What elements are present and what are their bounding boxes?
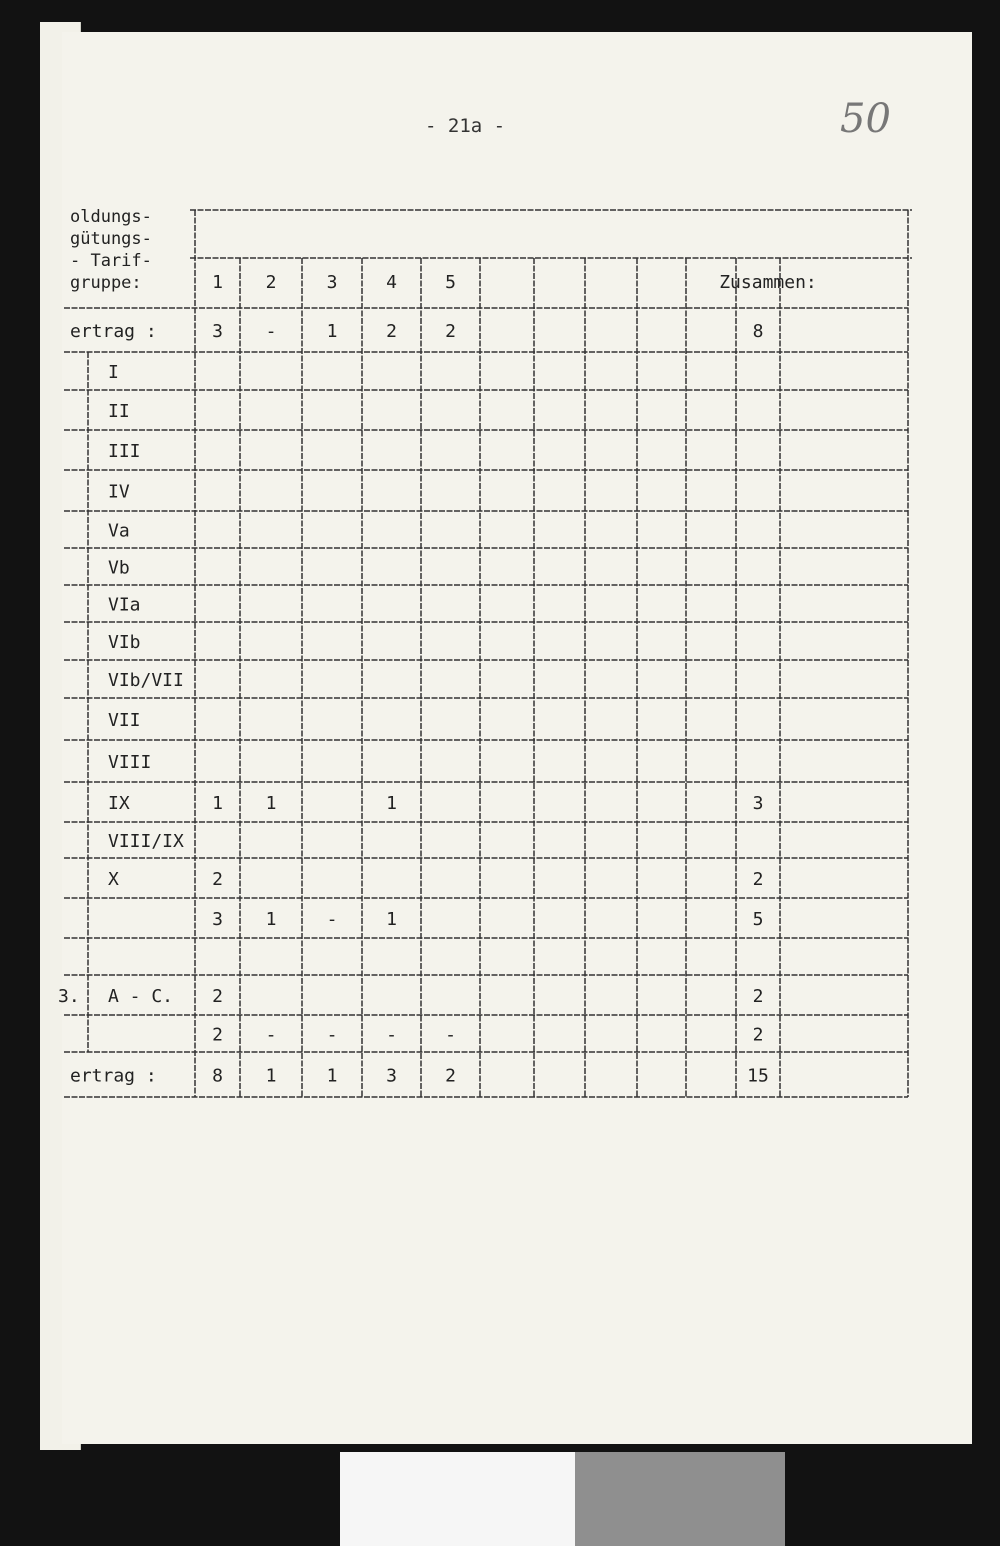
row-label: VIII/IX [108, 831, 184, 852]
row-label: A - C. [108, 986, 174, 1007]
table-cell: 2 [212, 869, 223, 890]
row-label: VIII [108, 752, 152, 773]
row-prefix: 3. [58, 986, 80, 1007]
table-cell: 2 [445, 1065, 456, 1087]
header-line: - Tarif- [70, 251, 152, 271]
table-cell: 1 [265, 793, 277, 814]
table-cell: 2 [752, 986, 764, 1007]
header-line: oldungs- [70, 207, 152, 227]
folio-mark: 50 [840, 96, 891, 142]
table-cell: 1 [265, 909, 277, 930]
table-cell: 2 [752, 869, 764, 890]
header-line: gruppe: [70, 273, 142, 293]
color-calibration-patch [340, 1452, 575, 1546]
column-header: 5 [445, 272, 456, 293]
row-label: VII [108, 710, 141, 731]
table-cell: 1 [326, 321, 338, 342]
row-label: II [108, 401, 130, 422]
table-cell: - [265, 1024, 277, 1046]
column-header: Zusammen: [719, 272, 817, 293]
table-cell: 3 [752, 793, 764, 814]
column-header: 3 [326, 272, 338, 293]
page-number: - 21a - [425, 115, 506, 137]
table-cell: 3 [212, 909, 223, 930]
table-cell: 8 [212, 1065, 223, 1087]
table-cell: - [326, 909, 338, 930]
table-cell: 15 [747, 1065, 769, 1087]
row-label: Vb [108, 557, 130, 579]
table-cell: 1 [326, 1065, 338, 1087]
table-cell: 3 [212, 321, 223, 342]
table-cell: 1 [212, 793, 223, 814]
row-label: III [108, 441, 141, 462]
column-header: 1 [212, 272, 223, 293]
row-label: ertrag : [70, 1065, 157, 1087]
row-label: X [108, 869, 119, 890]
row-label: IX [108, 793, 130, 814]
table-cell: 1 [386, 793, 397, 814]
row-label: IV [108, 481, 130, 503]
row-label: I [108, 362, 119, 383]
table-cell: 2 [212, 1024, 223, 1046]
header-line: gütungs- [70, 229, 152, 249]
column-header: 4 [386, 272, 397, 293]
table-cell: 2 [752, 1024, 764, 1046]
table-cell: 2 [445, 321, 456, 342]
table-cell: 1 [265, 1065, 277, 1087]
table-cell: - [326, 1024, 338, 1046]
row-label: VIb [108, 632, 141, 653]
table-cell: 3 [386, 1065, 397, 1087]
table-cell: 8 [752, 321, 764, 342]
row-label: VIa [108, 594, 141, 616]
table-cell: 2 [386, 321, 397, 342]
row-label: VIb/VII [108, 670, 184, 691]
table-cell: 1 [386, 909, 397, 930]
row-label: Va [108, 520, 130, 542]
table-cell: 2 [212, 986, 223, 1007]
table-cell: - [386, 1024, 397, 1046]
table-cell: - [265, 321, 277, 342]
row-label: ertrag : [70, 321, 157, 342]
column-header: 2 [265, 272, 277, 293]
gray-calibration-patch [575, 1452, 785, 1546]
table-cell: 5 [752, 909, 764, 930]
table-cell: - [445, 1024, 456, 1046]
